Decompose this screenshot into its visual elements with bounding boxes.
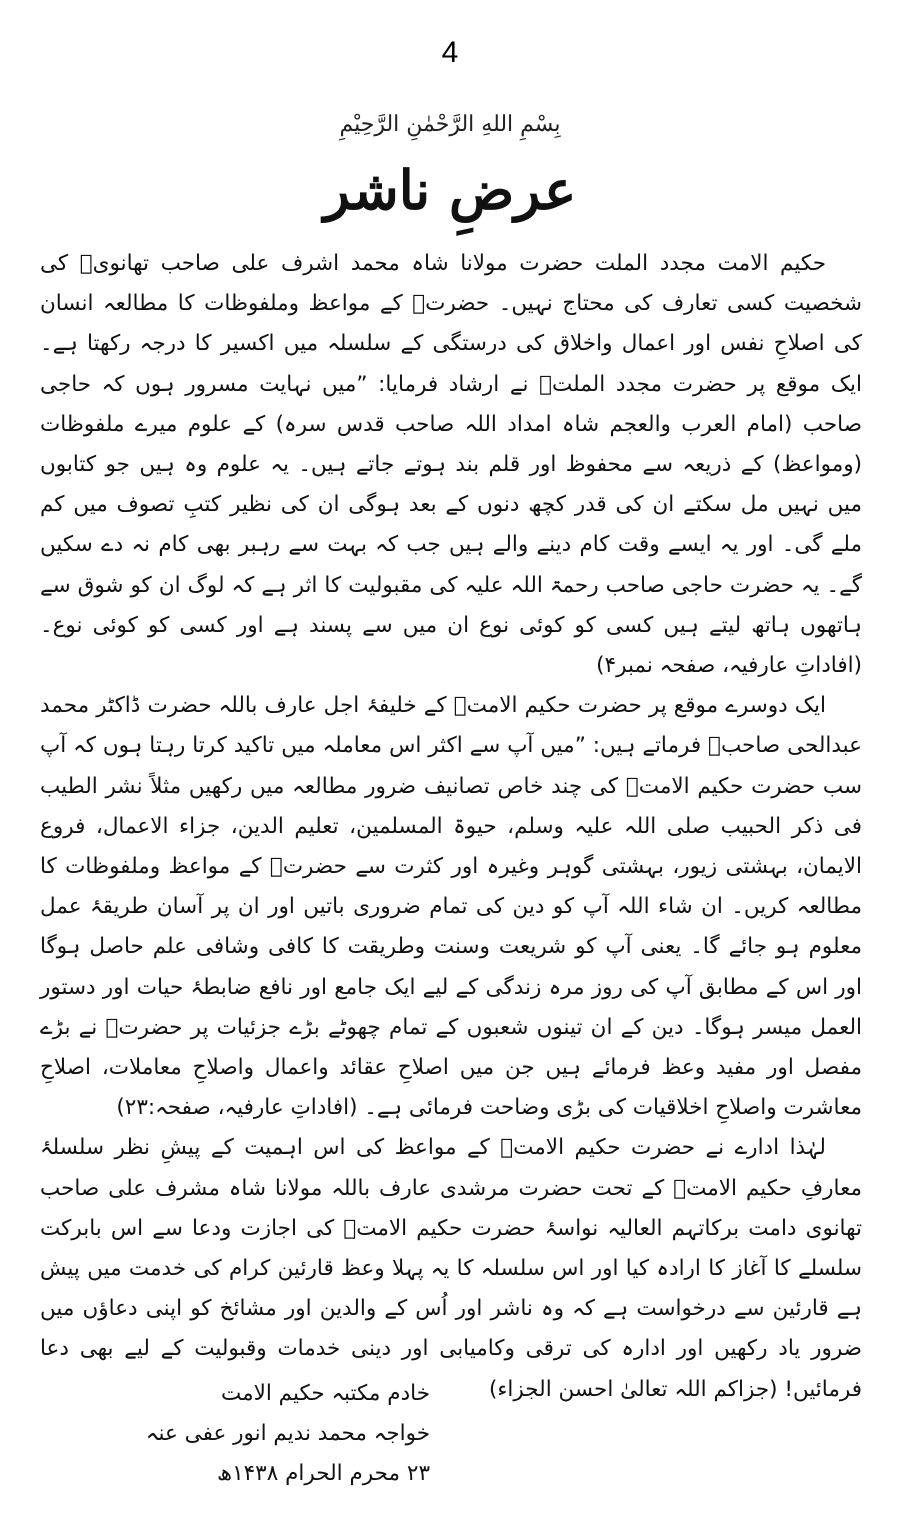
paragraph-2: ایک دوسرے موقع پر حضرت حکیم الامتؒ کے خلیفۂ اجل عارف باللہ حضرت ڈاکٹر محمد عبدالحی صاحبؒ فرماتے ہیں: ”میں آپ سے اکثر اس معاملہ میں تاکید کرتا رہتا ہوں کہ آپ سب حضرت حکیم الامتؒ کی چند خاص تصانیف ضرور مطالعہ میں رکھیں مثلاً نشر الطیب فی ذکر الحبیب صلی اللہ علیہ وسلم، حیوۃ المسلمین، تعلیم الدین، جزاء الاعمال، فروع الایمان، بہشتی زیور، بہشتی گوہر وغیرہ اور کثرت سے حضرتؒ کے مواعظ وملفوظات کا مطالعہ کریں۔ ان شاء اللہ آپ کو دین کی تمام ضروری باتیں اور ان پر آسان طریقۂ عمل معلوم ہو جائے گا۔ یعنی آپ کو شریعت وسنت وطریقت کا کافی وشافی علم حاصل ہوگا اور اس کے مطابق آپ کی روز مرہ زندگی کے لیے ایک جامع اور نافع ضابطۂ حیات اور دستور العمل میسر ہوگا۔ دین کے ان تینوں شعبوں کے تمام چھوٹے بڑے جزئیات پر حضرتؒ نے بڑے مفصل اور مفید وعظ فرمائے ہیں جن میں اصلاحِ عقائد واعمال واصلاحِ معاملات، اصلاحِ معاشرت واصلاحِ اخلاقیات کی بڑی وضاحت فرمائی ہے۔ (افاداتِ عارفیہ، صفحہ:۲۳): [40, 693, 862, 1121]
signature-block: [130, 1374, 430, 1494]
signature-name: خواجہ محمد ندیم انور عفی عنہ: [145, 1421, 430, 1446]
paragraph-3: لہٰذا ادارے نے حضرت حکیم الامتؒ کے مواعظ کی اس اہمیت کے پیشِ نظر سلسلۂ معارفِ حکیم الامتؒ کے تحت حضرت مرشدی عارف باللہ مولانا شاہ مشرف علی صاحب تھانوی دامت برکاتہم العالیہ نواسۂ حضرت حکیم الامتؒ کی اجازت ودعا سے اس بابرکت سلسلے کا آغاز کا ارادہ کیا اور اس سلسلہ کا یہ پہلا وعظ قارئین کرام کی خدمت میں پیش ہے قارئین سے درخواست ہے کہ وہ ناشر اور اُس کے والدین اور مشائخ کو اپنی دعاؤں میں ضرور یاد رکھیں اور ادارہ کی ترقی وکامیابی اور دینی خدمات وقبولیت کے لیے بھی دعا فرمائیں! (جزاکم اللہ تعالیٰ احسن الجزاء): [40, 1135, 862, 1402]
page-number: 4: [441, 36, 459, 69]
bismillah-heading: بِسْمِ اللهِ الرَّحْمٰنِ الرَّحِیْمِ: [339, 112, 561, 137]
signature-date: ۲۳ محرم الحرام ۱۴۳۸ھ: [217, 1461, 430, 1486]
page-title: عرضِ ناشر: [323, 158, 577, 222]
signature-title: خادم مکتبہ حکیم الامت: [220, 1381, 430, 1406]
paragraph-1: حکیم الامت مجدد الملت حضرت مولانا شاہ محمد اشرف علی صاحب تھانویؒ کی شخصیت کسی تعارف کی محتاج نہیں۔ حضرتؒ کے مواعظ وملفوظات کا مطالعہ انسان کی اصلاحِ نفس اور اعمال واخلاق کی درستگی کے سلسلہ میں اکسیر کا درجہ رکھتا ہے۔ ایک موقع پر حضرت مجدد الملتؒ نے ارشاد فرمایا: ”میں نہایت مسرور ہوں کہ حاجی صاحب (امام العرب والعجم شاہ امداد اللہ صاحب قدس سرہ) کے علوم میرے ملفوظات (ومواعظ) کے ذریعہ سے محفوظ اور قلم بند ہوتے جاتے ہیں۔ یہ علوم وہ ہیں جو کتابوں میں نہیں مل سکتے ان کی قدر کچھ دنوں کے بعد ہوگی ان کی نظیر کتبِ تصوف میں کم ملے گی۔ اور یہ ایسے وقت کام دینے والے ہیں جب کہ بہت سے رہبر بھی کام نہ دے سکیں گے۔ یہ حضرت حاجی صاحب رحمۃ اللہ علیہ کی مقبولیت کا اثر ہے کہ لوگ ان کو شوق سے ہاتھوں ہاتھ لیتے ہیں کسی کو کوئی نوع ان میں سے پسند ہے اور کسی کو کوئی نوع۔ (افاداتِ عارفیہ، صفحہ نمبر۴): [40, 251, 862, 679]
